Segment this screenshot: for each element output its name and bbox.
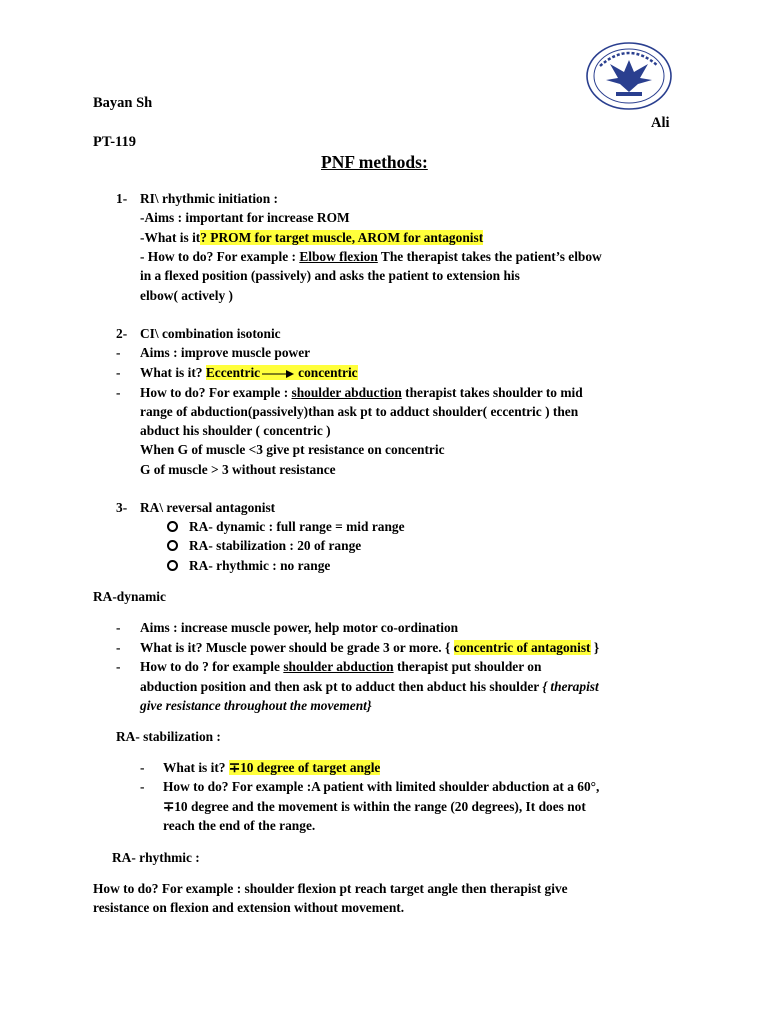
circle-bullet-icon	[167, 560, 178, 571]
section-3-item: RA- rhythmic : no range	[189, 558, 331, 573]
course-code: PT-119	[93, 134, 136, 150]
section-1-number: 1-	[116, 191, 128, 206]
ra-dynamic-what: What is it? Muscle power should be grade 3 or more. { concentric of antagonist }	[140, 640, 600, 655]
ra-stabilization-what: What is it? ∓10 degree of target angle	[163, 760, 381, 775]
dash-marker: -	[116, 365, 121, 380]
section-1-what: -What is it? PROM for target muscle, AROM for antagonist	[140, 230, 484, 245]
section-3-item: RA- stabilization : 20 of range	[189, 538, 362, 553]
section-1-aims: -Aims : important for increase ROM	[140, 210, 350, 225]
section-2-number: 2-	[116, 326, 128, 341]
ra-rhythmic-heading: RA- rhythmic :	[112, 850, 200, 865]
section-3-heading: RA\ reversal antagonist	[140, 500, 276, 515]
circle-bullet-icon	[167, 521, 178, 532]
section-2-how-line-4: When G of muscle <3 give pt resistance on concentric	[140, 442, 445, 457]
author-surname: Ali	[651, 115, 670, 131]
section-2-how-line-3: abduct his shoulder ( concentric )	[140, 423, 331, 438]
arrow-right-icon	[262, 369, 296, 379]
section-1-how-line-3: elbow( actively )	[140, 288, 233, 303]
dash-marker: -	[116, 385, 121, 400]
section-3-number: 3-	[116, 500, 128, 515]
section-3-item: RA- dynamic : full range = mid range	[189, 519, 405, 534]
circle-bullet-icon	[167, 540, 178, 551]
dash-marker: -	[116, 620, 121, 635]
dash-marker: -	[140, 760, 145, 775]
ra-stabilization-heading: RA- stabilization :	[116, 729, 221, 744]
section-2-aims: Aims : improve muscle power	[140, 345, 311, 360]
ra-dynamic-heading: RA-dynamic	[93, 589, 166, 604]
section-2-how-line-2: range of abduction(passively)than ask pt to adduct shoulder( eccentric ) then	[140, 404, 579, 419]
section-1-how: - How to do? For example : Elbow flexion The therapist takes the patient’s elbow	[140, 249, 602, 264]
section-1-how-line-2: in a flexed position (passively) and asks the patient to extension his	[140, 268, 520, 283]
ra-dynamic-how-line-2: abduction position and then ask pt to adduct then abduct his shoulder { therapist	[140, 679, 599, 694]
dash-marker: -	[116, 659, 121, 674]
section-2-heading: CI\ combination isotonic	[140, 326, 281, 341]
section-2-how: How to do? For example : shoulder abduction therapist takes shoulder to mid	[140, 385, 583, 400]
page-title: PNF methods:	[321, 152, 428, 172]
section-2-how-line-5: G of muscle > 3 without resistance	[140, 462, 336, 477]
ra-dynamic-aims: Aims : increase muscle power, help motor co-ordination	[140, 620, 459, 635]
university-seal-eagle-icon	[586, 42, 672, 110]
section-2-what: What is it? Eccentric concentric	[140, 365, 358, 380]
dash-marker: -	[140, 779, 145, 794]
ra-stabilization-how: How to do? For example :A patient with limited shoulder abduction at a 60°,	[163, 779, 600, 794]
dash-marker: -	[116, 640, 121, 655]
ra-stabilization-how-line-3: reach the end of the range.	[163, 818, 316, 833]
ra-dynamic-how: How to do ? for example shoulder abduction therapist put shoulder on	[140, 659, 542, 674]
ra-dynamic-how-line-3: give resistance throughout the movement}	[140, 698, 372, 713]
ra-rhythmic-line-1: How to do? For example : shoulder flexion pt reach target angle then therapist give	[93, 881, 568, 896]
dash-marker: -	[116, 345, 121, 360]
section-1-heading: RI\ rhythmic initiation :	[140, 191, 278, 206]
author-name: Bayan Sh	[93, 95, 153, 111]
ra-rhythmic-line-2: resistance on flexion and extension without movement.	[93, 900, 405, 915]
ra-stabilization-how-line-2: ∓10 degree and the movement is within the range (20 degrees), It does not	[163, 799, 586, 814]
